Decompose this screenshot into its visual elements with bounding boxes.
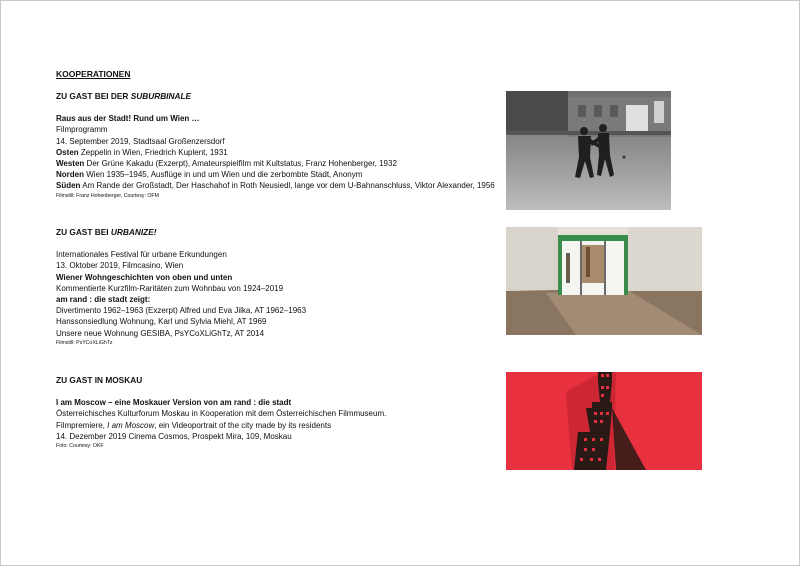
film-entry-norden [56,169,496,180]
program-title: Wiener Wohngeschichten von oben und unten [56,272,233,282]
program-premiere [56,420,496,431]
section-title-prefix: ZU GAST BEI [56,227,111,237]
direction-label: Norden [56,170,84,180]
section-moskau [56,375,496,450]
image-credit: Filmstill: PsYCoXLiGhTz [56,339,113,346]
film-entry: Divertimento 1962–1963 (Exzerpt) Alfred und Eva Jilka, AT 1962–1963 [56,306,307,316]
section-suburbinale [56,91,496,200]
section-urbanize [56,227,496,347]
premiere-prefix: Filmpremiere, [56,420,108,430]
page-heading: KOOPERATIONEN [56,69,131,79]
tower-graphic [506,372,702,470]
section-title [56,91,496,102]
section-title-italic: SUBURBINALE [130,91,192,101]
photo-moscow-tower [506,372,702,470]
film-text: Am Rande der Großstadt, Der Haschahof in Roth Neusiedl, lange vor dem U-Bahnanschluss, Viktor Alexander, 1956 [80,181,495,191]
premiere-title: I am Moscow [107,420,155,430]
image-credit: Foto: Courtesy: OKF [56,443,104,450]
program-description: Kommentierte Kurzfilm-Raritäten zum Wohnbau von 1924–2019 [56,283,284,293]
festival-name: Internationales Festival für urbane Erkundungen [56,250,227,260]
filmstill-apartment [506,227,702,335]
premiere-suffix: , ein Videoportrait of the city made by its residents [154,420,332,430]
festival-date: 13. Oktober 2019, Filmcasino, Wien [56,261,184,271]
direction-label: Süden [56,181,81,191]
bw-street-photo [506,91,671,210]
film-text: Der Grüne Kakadu (Exzerpt), Amateurspielfilm mit Kultstatus, Franz Hohenberger, 1932 [84,159,397,169]
program-date: 14. September 2019, Stadtsaal Großenzersdorf [56,136,225,146]
program-date: 14. Dezember 2019 Cinema Cosmos, Prospekt Mira, 109, Moskau [56,431,292,441]
section-title: ZU GAST IN MOSKAU [56,375,143,385]
film-entry-sueden [56,180,496,191]
film-entry: Hanssonsiedlung Wohnung, Karl und Sylvia Miehl, AT 1969 [56,317,267,327]
apartment-photo [506,227,702,335]
image-credit: Filmstill: Franz Hohenberger, Courtesy: OFM [56,192,159,199]
film-text: Zeppelin in Wien, Friedrich Kuplent, 1931 [78,147,228,157]
film-entry-osten [56,147,496,158]
direction-label: Osten [56,147,79,157]
program-partner: Österreichisches Kulturforum Moskau in Kooperation mit dem Österreichischen Filmmuseum. [56,409,387,419]
direction-label: Westen [56,159,85,169]
film-entry: Unsere neue Wohnung GESIBA, PsYCoXLiGhTz, AT 2014 [56,328,265,338]
film-entry-westen [56,158,496,169]
program-subtitle: Raus aus der Stadt! Rund um Wien … [56,114,200,124]
section-title-italic: URBANIZE! [110,227,157,237]
film-text: Wien 1935–1945, Ausflüge in und um Wien und die zerbombte Stadt, Anonym [84,170,363,180]
program-type: Filmprogramm [56,125,108,135]
program-subheading: am rand : die stadt zeigt: [56,295,151,305]
section-title [56,227,496,238]
program-subtitle: I am Moscow – eine Moskauer Version von am rand : die stadt [56,398,292,408]
section-title-prefix: ZU GAST BEI DER [56,91,131,101]
filmstill-street-scene [506,91,671,210]
